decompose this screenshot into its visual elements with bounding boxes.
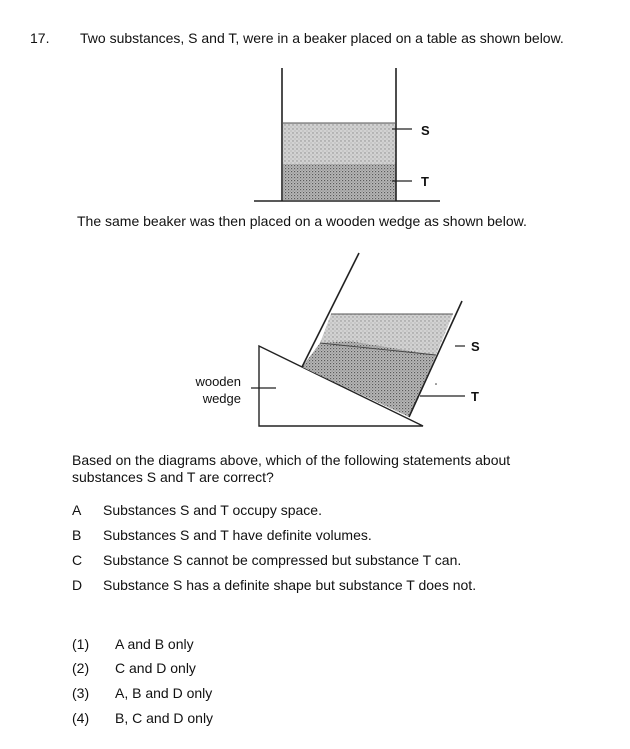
beaker-diagram-upright — [254, 68, 440, 201]
statement-text-c: Substance S cannot be compressed but substance T can. — [103, 552, 462, 568]
statement-letter-d: D — [72, 577, 83, 593]
option-number-2[interactable]: (2) — [72, 660, 90, 676]
statement-text-b: Substances S and T have definite volumes. — [103, 527, 372, 543]
question-number: 17. — [30, 30, 50, 46]
wedge-label-line1: wooden — [195, 374, 241, 389]
option-text-2[interactable]: C and D only — [115, 660, 196, 676]
option-text-1[interactable]: A and B only — [115, 636, 194, 652]
statement-text-d: Substance S has a definite shape but substance T does not. — [103, 577, 477, 593]
option-text-4[interactable]: B, C and D only — [115, 710, 214, 726]
statement-letter-c: C — [72, 552, 83, 568]
option-number-1[interactable]: (1) — [72, 636, 90, 652]
statement-letter-b: B — [72, 527, 82, 543]
label-s-1: S — [421, 123, 430, 138]
substance-t-region — [283, 164, 396, 200]
beaker-diagram-tilted — [194, 253, 480, 426]
substance-s-region — [283, 123, 396, 164]
option-text-3[interactable]: A, B and D only — [115, 685, 213, 701]
question-ask-line2: substances S and T are correct? — [72, 469, 274, 485]
option-number-4[interactable]: (4) — [72, 710, 90, 726]
middle-text: The same beaker was then placed on a wooden wedge as shown below. — [77, 213, 527, 229]
label-t-2: T — [471, 389, 479, 404]
label-t-1: T — [421, 174, 429, 189]
wedge-label-line2: wedge — [202, 391, 241, 406]
option-number-3[interactable]: (3) — [72, 685, 90, 701]
label-s-2: S — [471, 339, 480, 354]
stray-dot — [435, 383, 437, 385]
question-ask-line1: Based on the diagrams above, which of the following statements about — [72, 452, 511, 468]
question-stem: Two substances, S and T, were in a beaker placed on a table as shown below. — [80, 30, 564, 46]
statement-text-a: Substances S and T occupy space. — [103, 502, 322, 518]
statement-letter-a: A — [72, 502, 82, 518]
